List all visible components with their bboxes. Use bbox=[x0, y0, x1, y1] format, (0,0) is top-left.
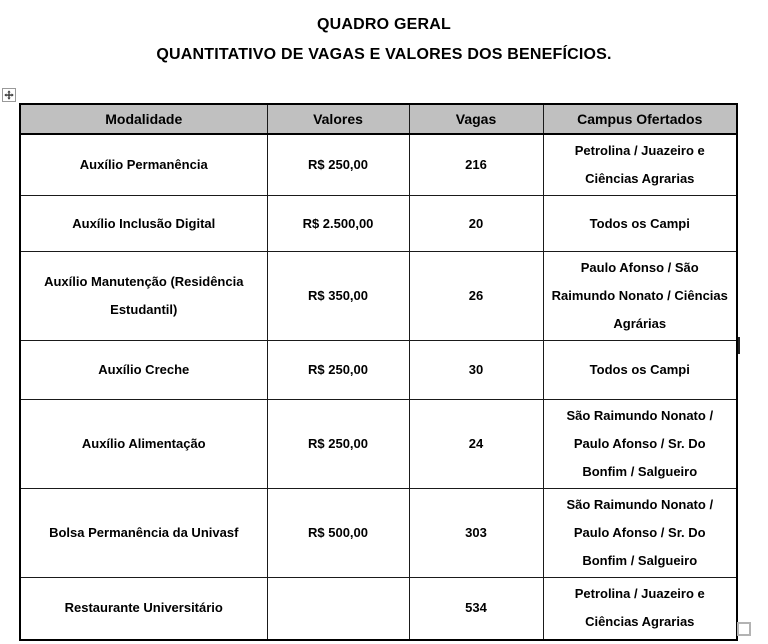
cell-modalidade: Auxílio Alimentação bbox=[20, 400, 267, 489]
cell-campus: Petrolina / Juazeiro e Ciências Agrarias bbox=[543, 578, 737, 640]
column-header-valores: Valores bbox=[267, 104, 409, 134]
table-row bbox=[20, 400, 737, 489]
text-cursor bbox=[738, 337, 740, 354]
table-row bbox=[20, 252, 737, 341]
cell-modalidade: Bolsa Permanência da Univasf bbox=[20, 489, 267, 578]
table-row bbox=[20, 578, 737, 640]
cell-valores: R$ 250,00 bbox=[267, 134, 409, 196]
table-move-handle[interactable] bbox=[2, 88, 16, 102]
table-row bbox=[20, 341, 737, 400]
cell-valores: R$ 250,00 bbox=[267, 341, 409, 400]
table-row bbox=[20, 196, 737, 252]
cell-campus: Todos os Campi bbox=[543, 196, 737, 252]
cell-modalidade: Auxílio Creche bbox=[20, 341, 267, 400]
cell-valores: R$ 2.500,00 bbox=[267, 196, 409, 252]
cell-modalidade: Restaurante Universitário bbox=[20, 578, 267, 640]
benefits-table bbox=[19, 103, 738, 641]
cell-campus: São Raimundo Nonato / Paulo Afonso / Sr. Do Bonfim / Salgueiro bbox=[543, 489, 737, 578]
document-page bbox=[0, 10, 768, 644]
document-title bbox=[0, 10, 768, 70]
cell-modalidade: Auxílio Permanência bbox=[20, 134, 267, 196]
cell-valores: R$ 250,00 bbox=[267, 400, 409, 489]
cell-campus: Petrolina / Juazeiro e Ciências Agrarias bbox=[543, 134, 737, 196]
cell-vagas: 303 bbox=[409, 489, 543, 578]
cell-modalidade: Auxílio Manutenção (Residência Estudantil) bbox=[20, 252, 267, 341]
column-header-modalidade: Modalidade bbox=[20, 104, 267, 134]
cell-valores bbox=[267, 578, 409, 640]
cell-valores: R$ 350,00 bbox=[267, 252, 409, 341]
cell-vagas: 26 bbox=[409, 252, 543, 341]
cell-vagas: 20 bbox=[409, 196, 543, 252]
move-icon bbox=[4, 90, 14, 100]
cell-campus: Todos os Campi bbox=[543, 341, 737, 400]
cell-vagas: 24 bbox=[409, 400, 543, 489]
column-header-campus: Campus Ofertados bbox=[543, 104, 737, 134]
document-title-line1: QUADRO GERAL bbox=[317, 16, 451, 33]
document-title-line2: QUANTITATIVO DE VAGAS E VALORES DOS BENEFÍCIOS. bbox=[156, 46, 612, 63]
table-header-row bbox=[20, 104, 737, 134]
cell-vagas: 216 bbox=[409, 134, 543, 196]
cell-campus: São Raimundo Nonato / Paulo Afonso / Sr. Do Bonfim / Salgueiro bbox=[543, 400, 737, 489]
cell-vagas: 30 bbox=[409, 341, 543, 400]
cell-valores: R$ 500,00 bbox=[267, 489, 409, 578]
table-row bbox=[20, 134, 737, 196]
cell-modalidade: Auxílio Inclusão Digital bbox=[20, 196, 267, 252]
column-header-vagas: Vagas bbox=[409, 104, 543, 134]
cell-campus: Paulo Afonso / São Raimundo Nonato / Ciências Agrárias bbox=[543, 252, 737, 341]
cell-vagas: 534 bbox=[409, 578, 543, 640]
table-row bbox=[20, 489, 737, 578]
